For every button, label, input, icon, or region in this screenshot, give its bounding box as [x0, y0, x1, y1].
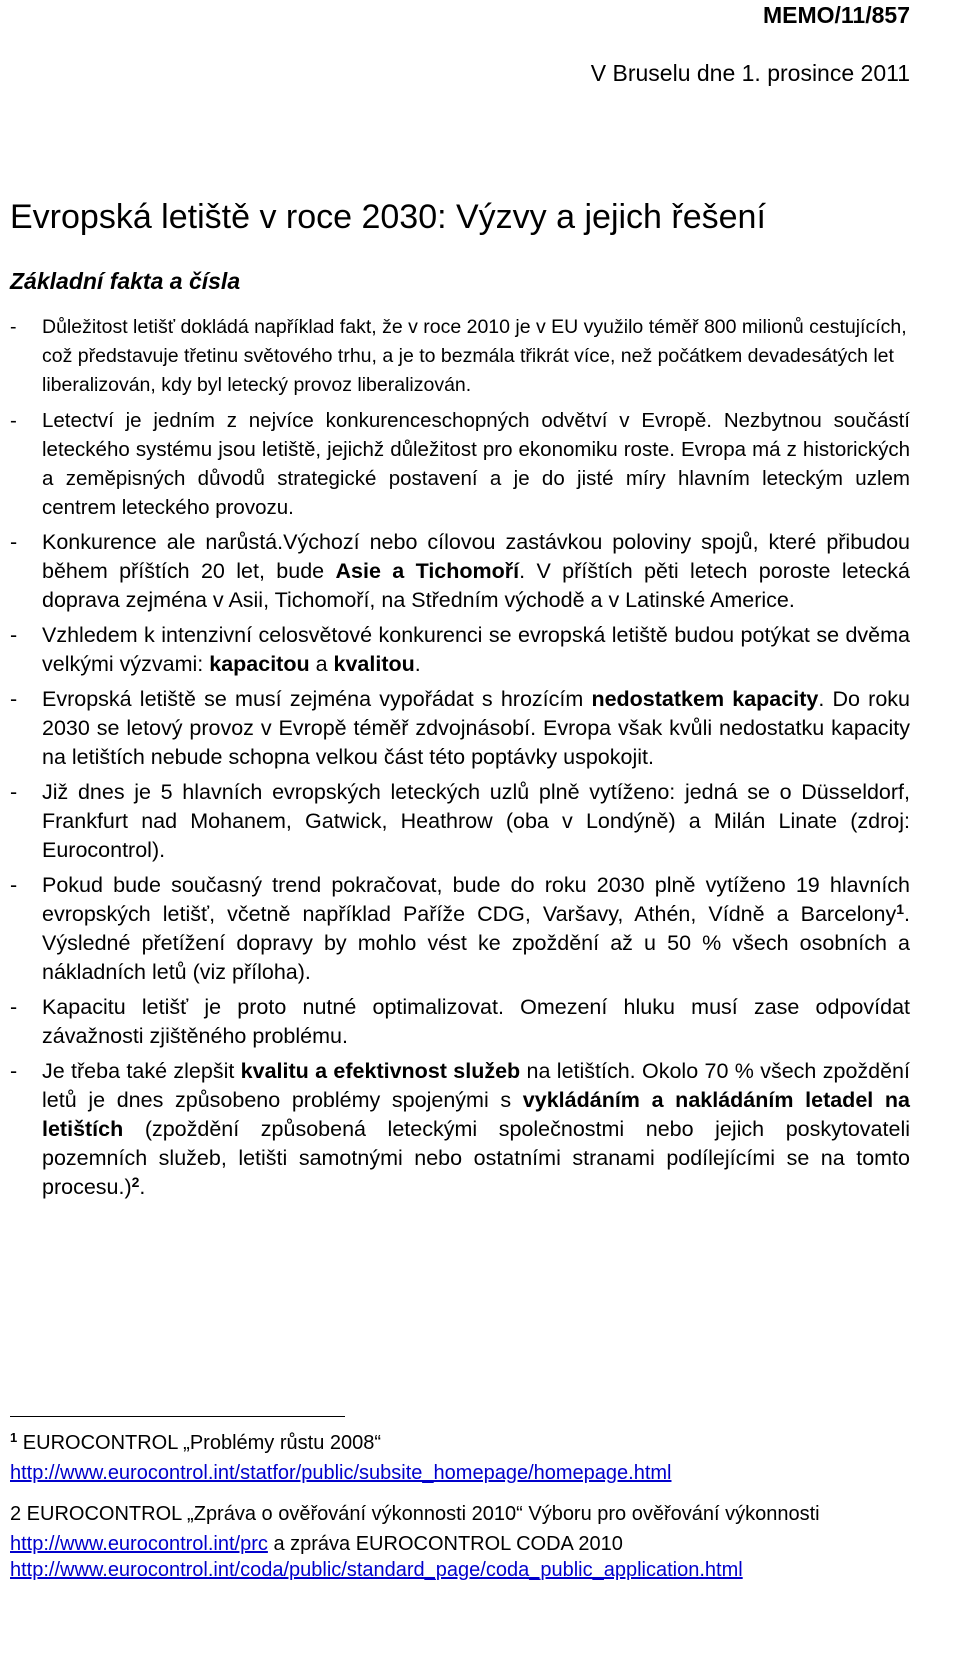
bullet-emphasis: nedostatkem kapacity — [591, 687, 819, 711]
footnote-1 — [10, 1428, 930, 1488]
list-item — [10, 406, 910, 522]
bullet-text: Vzhledem k intenzivní celosvětové konkurenci se evropská letiště budou potýkat se dvěma velkými výzvami: — [42, 623, 910, 676]
footnote-2-continued — [10, 1555, 930, 1585]
bullet-text: a — [309, 652, 334, 676]
footnote-ref: 1 — [896, 901, 905, 917]
bullet-text: . Do roku 2030 se letový provoz v Evropě téměř zdvojnásobí. Evropa však kvůli nedostatku kapacity na letištích nebude schopna velkou část této poptávky uspokojit. — [42, 687, 910, 769]
bullet-text: . V příštích pěti letech poroste letecká doprava zejména v Asii, Tichomoří, na Středním východě a v Latinské Americe. — [42, 559, 910, 612]
bullet-emphasis: kvalitou — [333, 652, 415, 676]
date-line: V Bruselu dne 1. prosince 2011 — [590, 60, 910, 86]
list-item — [10, 871, 910, 987]
footnote-text: EUROCONTROL „Problémy růstu 2008“ — [17, 1432, 382, 1454]
footnote-link[interactable]: http://www.eurocontrol.int/statfor/public/subsite_homepage/homepage.html — [10, 1462, 672, 1484]
footnote-link[interactable]: http://www.eurocontrol.int/prc — [10, 1533, 268, 1555]
page-title: Evropská letiště v roce 2030: Výzvy a jejich řešení — [10, 198, 766, 236]
bullet-text: Již dnes je 5 hlavních evropských leteckých uzlů plně vytíženo: jedná se o Düsseldorf, Frankfurt nad Mohanem, Gatwick, Heathrow (oba v Londýně) a Milán Linate (zdroj: Eurocontrol). — [42, 780, 910, 862]
bullet-emphasis: vykládáním a nakládáním letadel na letištích — [42, 1088, 910, 1141]
footnote-link[interactable]: http://www.eurocontrol.int/coda/public/standard_page/coda_public_application.html — [10, 1559, 743, 1581]
bullet-emphasis: kvalitu a efektivnost služeb — [240, 1059, 521, 1083]
list-item — [10, 1057, 910, 1202]
bullet-emphasis: kapacitou — [209, 652, 310, 676]
bullet-text: Výchozí nebo cílovou zastávkou poloviny spojů, které přibudou během příštích 20 let, bude — [42, 530, 910, 583]
bullet-text: Kapacitu letišť je proto nutné optimalizovat. Omezení hluku musí zase odpovídat závažnosti zjištěného problému. — [42, 995, 910, 1048]
list-item — [10, 621, 910, 679]
bullet-text: Konkurence ale narůstá. — [42, 530, 284, 554]
bullet-text: . — [414, 652, 421, 676]
bullet-text: . Výsledné přetížení dopravy by mohlo vést ke zpoždění až u 50 % všech osobních a nákladních letů (viz příloha). — [42, 902, 910, 984]
bullet-text: Letectví je jedním z nejvíce konkurenceschopných odvětví v Evropě. Nezbytnou součástí leteckého systému jsou letiště, jejichž důležitost pro ekonomiku roste. Evropa má z historických a zeměpisných důvodů strategické postavení a je do jisté míry hlavním leteckým uzlem centrem leteckého provozu. — [42, 409, 910, 519]
bullet-text: Je třeba také zlepšit — [42, 1059, 241, 1083]
bullet-text: na letištích. Okolo 70 % všech zpoždění letů je dnes způsobeno problémy spojenými s — [42, 1059, 910, 1112]
bullet-text: Důležitost letišť dokládá například fakt, že v roce 2010 je v EU využilo téměř 800 milionů cestujících, což představuje třetinu světového trhu, a je to bezmála třikrát více, než počátkem devadesátých let liberalizován, kdy byl letecký provoz liberalizován. — [42, 316, 907, 396]
bullet-text: Pokud bude současný trend pokračovat, bude do roku 2030 plně vytíženo 19 hlavních evropských letišť, včetně například Paříže CDG, Varšavy, Athén, Vídně a Barcelony — [42, 873, 910, 926]
footnote-ref: 2 — [131, 1174, 140, 1190]
footnote-text: a zpráva EUROCONTROL CODA 2010 — [267, 1533, 623, 1555]
list-item — [10, 685, 910, 772]
bullet-emphasis: Asie a Tichomoří — [335, 559, 520, 583]
bullet-text: Evropská letiště se musí zejména vypořádat s hrozícím — [42, 687, 592, 711]
bullet-text: (zpoždění způsobená leteckými společnostmi nebo jejich poskytovateli pozemních služeb, letišti samotnými nebo ostatními stranami podílejícími se na tomto procesu.) — [42, 1117, 910, 1199]
footnote-text: 2 EUROCONTROL „Zpráva o ověřování výkonnosti 2010“ Výboru pro ověřování výkonnosti — [10, 1503, 820, 1525]
footnote-2 — [10, 1499, 930, 1559]
bullet-text: . — [139, 1175, 146, 1199]
memo-reference: MEMO/11/857 — [762, 2, 910, 28]
list-item — [10, 528, 910, 615]
section-subtitle: Základní fakta a čísla — [10, 268, 241, 294]
list-item — [10, 313, 910, 400]
footnote-divider — [10, 1416, 345, 1417]
list-item — [10, 993, 910, 1051]
footnote-number: 1 — [10, 1430, 18, 1445]
list-item — [10, 778, 910, 865]
facts-list — [10, 313, 910, 1208]
